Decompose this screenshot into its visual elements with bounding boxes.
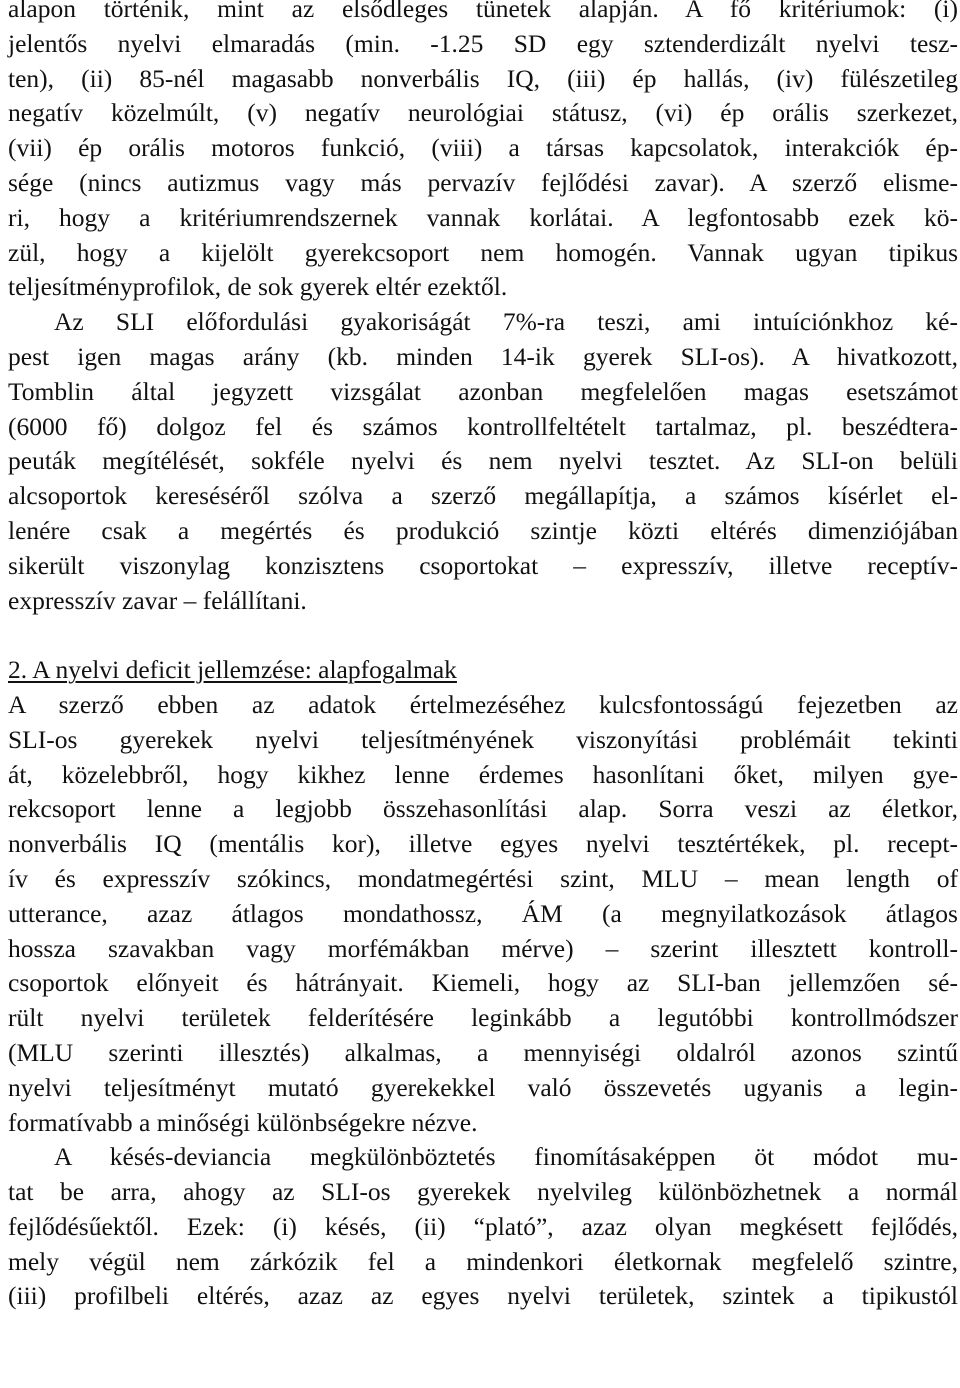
text-line: nyelvi teljesítményt mutató gyerekekkel való összevetés ugyanis a legin- (8, 1072, 958, 1102)
text-line: alapon történik, mint az elsődleges tünetek alapján. A fő kritériumok: (i) (8, 0, 958, 23)
text-line: teljesítményprofilok, de sok gyerek eltér ezektől. (8, 272, 508, 302)
text-line: rekcsoport lenne a legjobb összehasonlítási alap. Sorra veszi az életkor, (8, 794, 958, 824)
text-line: (vii) ép orális motoros funkció, (viii) a társas kapcsolatok, interakciók ép- (8, 133, 958, 163)
text-line: ív és expresszív szókincs, mondatmegértési szint, MLU – mean length of (8, 863, 958, 893)
text-line: ri, hogy a kritériumrendszernek vannak korlátai. A legfontosabb ezek kö- (8, 202, 958, 232)
text-line: tat be arra, ahogy az SLI-os gyerekek nyelvileg különbözhetnek a normál (8, 1177, 958, 1207)
paragraph-3 (8, 688, 958, 1140)
text-line: fejlődésűektől. Ezek: (i) késés, (ii) “plató”, azaz olyan megkésett fejlődés, (8, 1211, 958, 1241)
text-line: SLI-os gyerekek nyelvi teljesítményének viszonyítási problémáit tekinti (8, 724, 958, 754)
text-line: ten), (ii) 85-nél magasabb nonverbális IQ, (iii) ép hallás, (iv) fülészetileg (8, 63, 958, 93)
text-line: lenére csak a megértés és produkció szintje közti eltérés dimenziójában (8, 515, 958, 545)
text-line: Az SLI előfordulási gyakoriságát 7%-ra teszi, ami intuíciónkhoz ké- (54, 307, 958, 337)
text-line: A szerző ebben az adatok értelmezéséhez kulcsfontosságú fejezetben az (8, 689, 958, 719)
text-line: hossza szavakban vagy morfémákban mérve) – szerint illesztett kontroll- (8, 933, 958, 963)
document-page (8, 0, 958, 1314)
paragraph-1 (8, 0, 958, 305)
text-line: utterance, azaz átlagos mondathossz, ÁM (a megnyilatkozások átlagos (8, 898, 958, 928)
text-line: negatív közelmúlt, (v) negatív neurológiai státusz, (vi) ép orális szerkezet, (8, 98, 958, 128)
text-line: (MLU szerinti illesztés) alkalmas, a mennyiségi oldalról azonos szintű (8, 1037, 958, 1067)
paragraph-2 (8, 305, 958, 618)
text-line: nonverbális IQ (mentális kor), illetve egyes nyelvi tesztértékek, pl. recept- (8, 829, 958, 859)
paragraph-4 (8, 1140, 958, 1314)
text-line: rült nyelvi területek felderítésére leginkább a legutóbbi kontrollmódszer (8, 1003, 958, 1033)
text-line: jelentős nyelvi elmaradás (min. -1.25 SD egy sztenderdizált nyelvi tesz- (8, 28, 958, 58)
text-line: A késés-deviancia megkülönböztetés finomításaképpen öt módot mu- (54, 1142, 958, 1172)
text-line: (6000 fő) dolgoz fel és számos kontrollfeltételt tartalmaz, pl. beszédtera- (8, 411, 958, 441)
text-line: expresszív zavar – felállítani. (8, 585, 307, 615)
text-line: alcsoportok kereséséről szólva a szerző megállapítja, a számos kísérlet el- (8, 481, 958, 511)
text-line: Tomblin által jegyzett vizsgálat azonban megfelelően magas esetszámot (8, 376, 958, 406)
text-line: pest igen magas arány (kb. minden 14-ik gyerek SLI-os). A hivatkozott, (8, 341, 958, 371)
text-line: csoportok előnyeit és hátrányait. Kiemeli, hogy az SLI-ban jellemzően sé- (8, 968, 958, 998)
text-line: formatívabb a minőségi különbségekre nézve. (8, 1107, 478, 1137)
text-line: sikerült viszonylag konzisztens csoportokat – expresszív, illetve receptív- (8, 550, 958, 580)
section-gap (8, 618, 958, 653)
text-line: mely végül nem zárkózik fel a mindenkori életkornak megfelelő szintre, (8, 1246, 958, 1276)
text-line: peuták megítélését, sokféle nyelvi és nem nyelvi tesztet. Az SLI-on belüli (8, 446, 958, 476)
text-line: (iii) profilbeli eltérés, azaz az egyes nyelvi területek, szintek a tipikustól (8, 1281, 958, 1311)
text-line: zül, hogy a kijelölt gyerekcsoport nem homogén. Vannak ugyan tipikus (8, 237, 958, 267)
text-line: sége (nincs autizmus vagy más pervazív fejlődési zavar). A szerző elisme- (8, 167, 958, 197)
section-heading-text: 2. A nyelvi deficit jellemzése: alapfogalmak (8, 655, 457, 685)
text-line: át, közelebbről, hogy kikhez lenne érdemes hasonlítani őket, milyen gye- (8, 759, 958, 789)
section-heading (8, 653, 958, 688)
